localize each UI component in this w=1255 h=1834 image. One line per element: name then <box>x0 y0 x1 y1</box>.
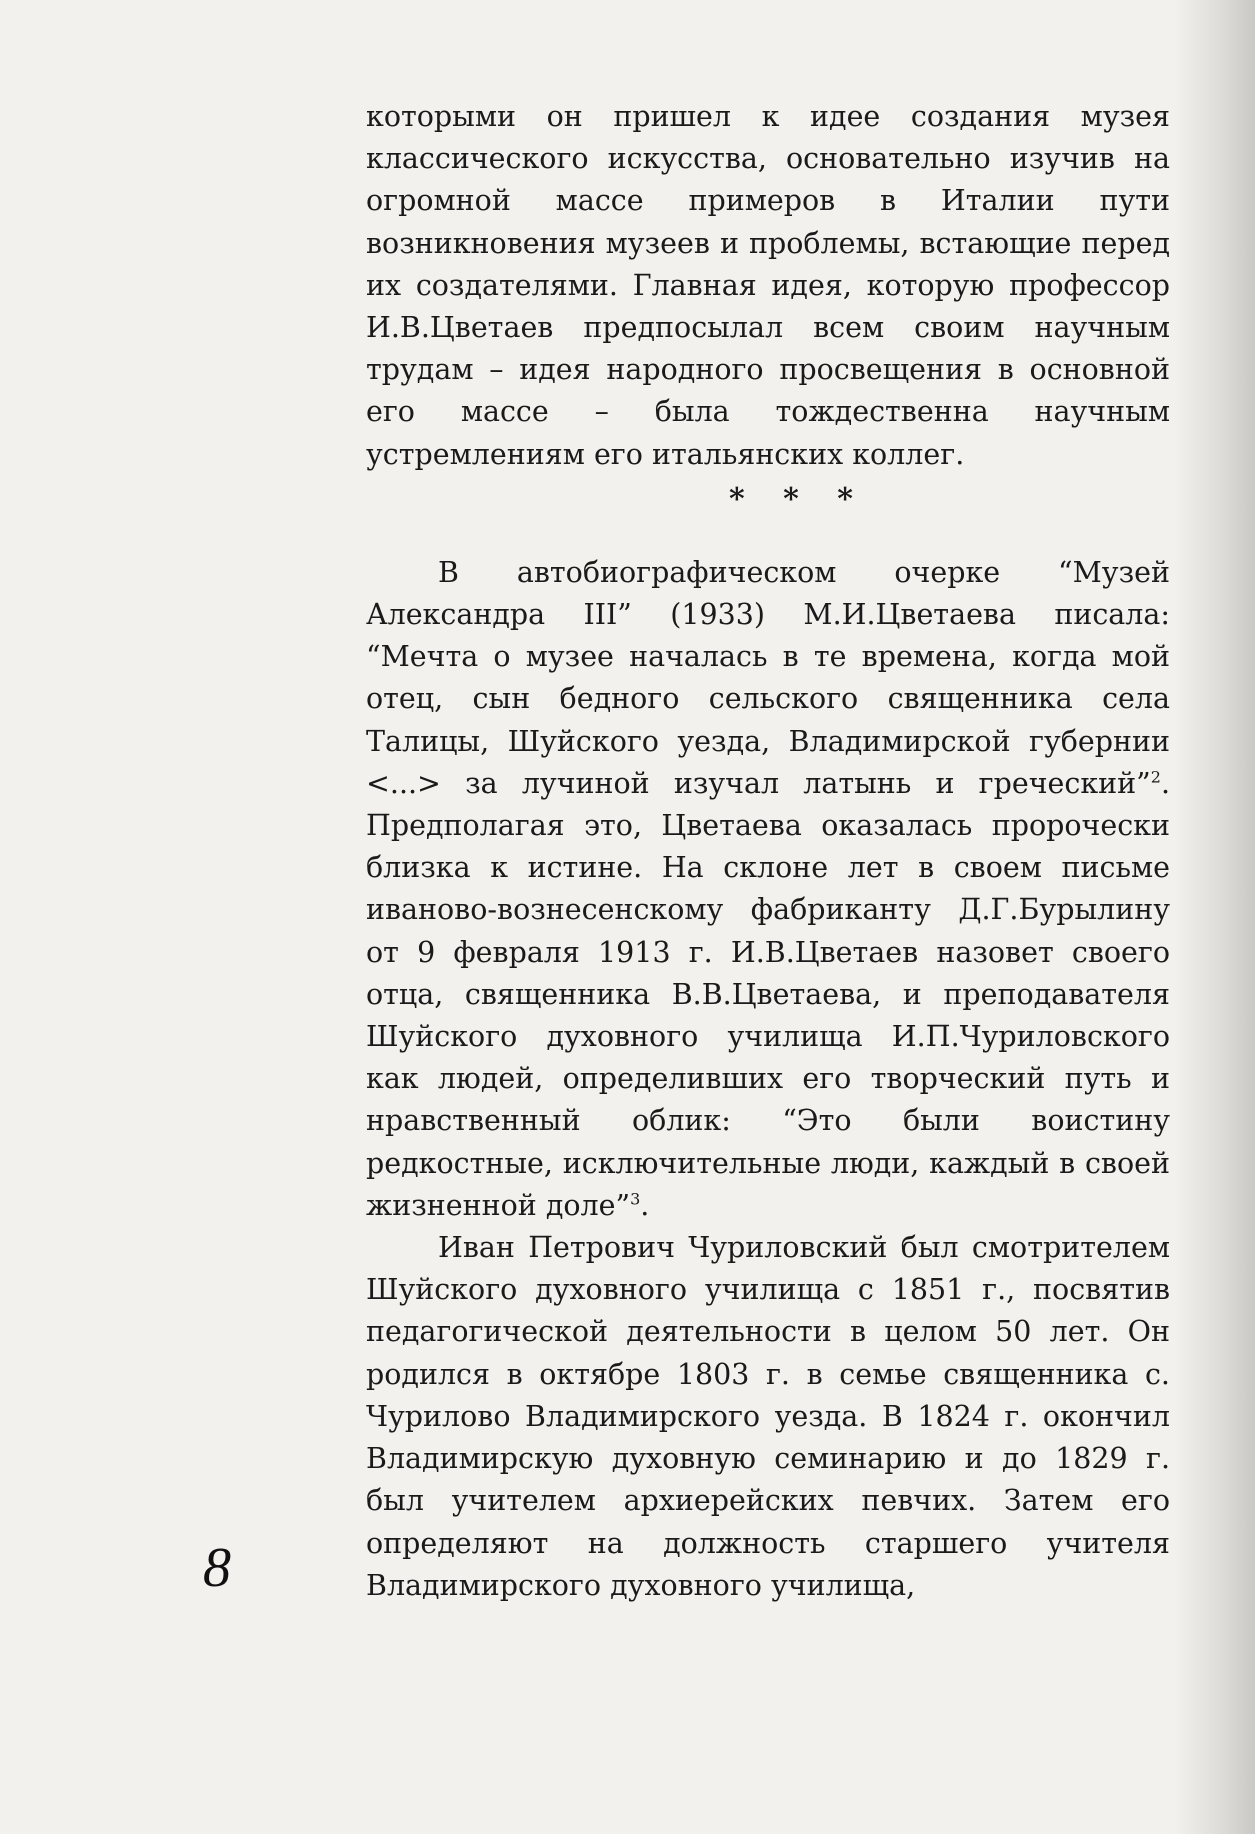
page-edge-shadow <box>1175 0 1255 1834</box>
paragraph-2 <box>366 552 1170 1227</box>
section-separator: * * * <box>729 481 867 517</box>
paragraph-3: Иван Петрович Чуриловский был смотрителем Шуйского духовного училища с 1851 г., посвятив педагогической деятельности в целом 50 лет. Он родился в октябре 1803 г. в семье священника с. Чурилово Владимирского уезда. В 1824 г. окончил Владимирскую духовную семинарию и до 1829 г. был учителем архиерейских певчих. Затем его определяют на должность старшего учителя Владимирского духовного училища, <box>366 1231 1170 1602</box>
text-block <box>366 96 1170 1607</box>
paragraph-1: которыми он пришел к идее создания музея классического искусства, основательно изучив на огромной массе примеров в Италии пути возникновения музеев и проблемы, встающие перед их создателями. Главная идея, которую профессор И.В.Цветаев предпосылал всем своим научным трудам – идея народного просвещения в основной его массе – была тождественна научным устремлениям его итальянских коллег. <box>366 100 1170 471</box>
page-number: 8 <box>203 1537 231 1599</box>
footnote-ref-3: 3 <box>630 1189 641 1209</box>
paragraph-2-text-b: . Предполагая это, Цветаева оказалась пророчески близка к истине. На склоне лет в своем письме иваново-вознесенскому фабриканту Д.Г.Бурылину от 9 февраля 1913 г. И.В.Цветаев назовет своего отца, священника В.В.Цветаева, и преподавателя Шуйского духовного училища И.П.Чуриловского как людей, определивших его творческий путь и нравственный облик: “Это были воистину редкостные, исключительные люди, каждый в своей жизненной доле” <box>366 766 1170 1222</box>
paragraph-2-text-a: В автобиографическом очерке “Музей Александра III” (1933) М.И.Цветаева писала: “Мечта о музее началась в те времена, когда мой отец, сын бедного сельского священника села Талицы, Шуйского уезда, Владимирской губернии <...> за лучиной изучал латынь и греческий” <box>366 555 1170 800</box>
paragraph-2-text-c: . <box>640 1188 650 1222</box>
footnote-ref-2: 2 <box>1150 767 1161 787</box>
